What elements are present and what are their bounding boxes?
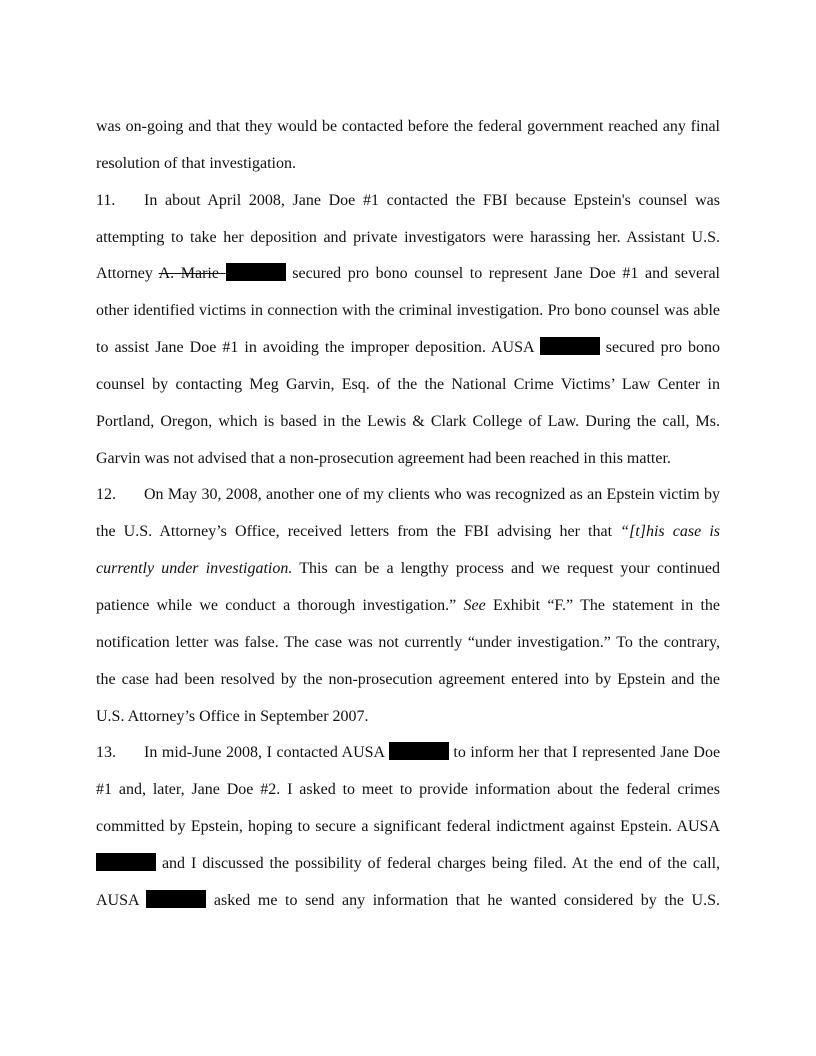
text-line <box>96 183 720 220</box>
text-line <box>96 256 720 293</box>
text-span: AUSA <box>96 891 139 909</box>
text-line: counsel by contacting Meg Garvin, Esq. of the the National Crime Victims’ Law Center in <box>96 375 720 393</box>
text-span: patience while we conduct a thorough investigation.” <box>96 596 457 614</box>
text-line <box>96 551 720 588</box>
text-line: #1 and, later, Jane Doe #2. I asked to meet to provide information about the federal crimes <box>96 781 720 799</box>
redaction-box <box>389 742 449 760</box>
citation-signal: See <box>463 596 486 614</box>
redaction-box <box>146 890 206 908</box>
struck-text: A. Marie <box>158 265 219 283</box>
paragraph-number: 13. <box>96 744 116 762</box>
text-span: secured pro bono counsel to represent Jane Doe #1 and several <box>292 265 721 283</box>
text-line <box>96 846 720 883</box>
text-line: attempting to take her deposition and private investigators were harassing her. Assistant U.S. <box>96 228 720 246</box>
text-span: to assist Jane Doe #1 in avoiding the improper deposition. AUSA <box>96 339 534 357</box>
text-span: secured pro bono <box>605 339 721 357</box>
text-span: In about April 2008, Jane Doe #1 contacted the FBI because Epstein's counsel was <box>144 191 720 209</box>
text-line <box>96 588 720 625</box>
text-span: This can be a lengthy process and we request your continued <box>299 560 720 578</box>
quoted-text: currently under investigation. <box>96 560 293 578</box>
text-line: was on-going and that they would be contacted before the federal government reached any final <box>96 118 720 135</box>
redaction-box <box>540 337 600 355</box>
paragraph-11 <box>96 183 720 478</box>
text-line: U.S. Attorney’s Office in September 2007. <box>96 707 369 725</box>
text-line <box>96 514 720 551</box>
text-line: Portland, Oregon, which is based in the Lewis & Clark College of Law. During the call, Ms. <box>96 412 720 430</box>
text-span: asked me to send any information that he wanted considered by the U.S. <box>213 891 720 909</box>
text-span: to inform her that I represented Jane Doe <box>453 744 721 762</box>
paragraph-13 <box>96 735 720 919</box>
text-span: On May 30, 2008, another one of my clients who was recognized as an Epstein victim by <box>144 486 720 504</box>
text-span: In mid-June 2008, I contacted AUSA <box>144 744 385 762</box>
text-line: Garvin was not advised that a non-prosecution agreement had been reached in this matter. <box>96 449 671 467</box>
text-line: resolution of that investigation. <box>96 154 296 172</box>
paragraph-12 <box>96 477 720 735</box>
redaction-box <box>96 853 156 871</box>
text-line: other identified victims in connection with the criminal investigation. Pro bono counsel was able <box>96 302 720 320</box>
text-line: notification letter was false. The case was not currently “under investigation.” To the contrary, <box>96 633 720 651</box>
text-line: committed by Epstein, hoping to secure a significant federal indictment against Epstein. AUSA <box>96 818 720 836</box>
text-line <box>96 735 720 772</box>
quoted-text: “[t]his case is <box>620 523 720 541</box>
struck-name <box>159 265 286 282</box>
text-line <box>96 883 720 920</box>
text-line <box>96 477 720 514</box>
text-span: Exhibit “F.” The statement in the <box>492 596 721 614</box>
text-line: the case had been resolved by the non-prosecution agreement entered into by Epstein and the <box>96 670 720 688</box>
redaction-box <box>226 263 286 281</box>
text-span: and I discussed the possibility of federal charges being filed. At the end of the call, <box>161 854 721 872</box>
document-page <box>96 109 720 920</box>
paragraph-number: 11. <box>96 191 116 209</box>
paragraph-number: 12. <box>96 486 116 504</box>
text-span: the U.S. Attorney’s Office, received letters from the FBI advising her that <box>96 523 613 541</box>
text-line <box>96 330 720 367</box>
text-span: Attorney <box>96 265 153 283</box>
